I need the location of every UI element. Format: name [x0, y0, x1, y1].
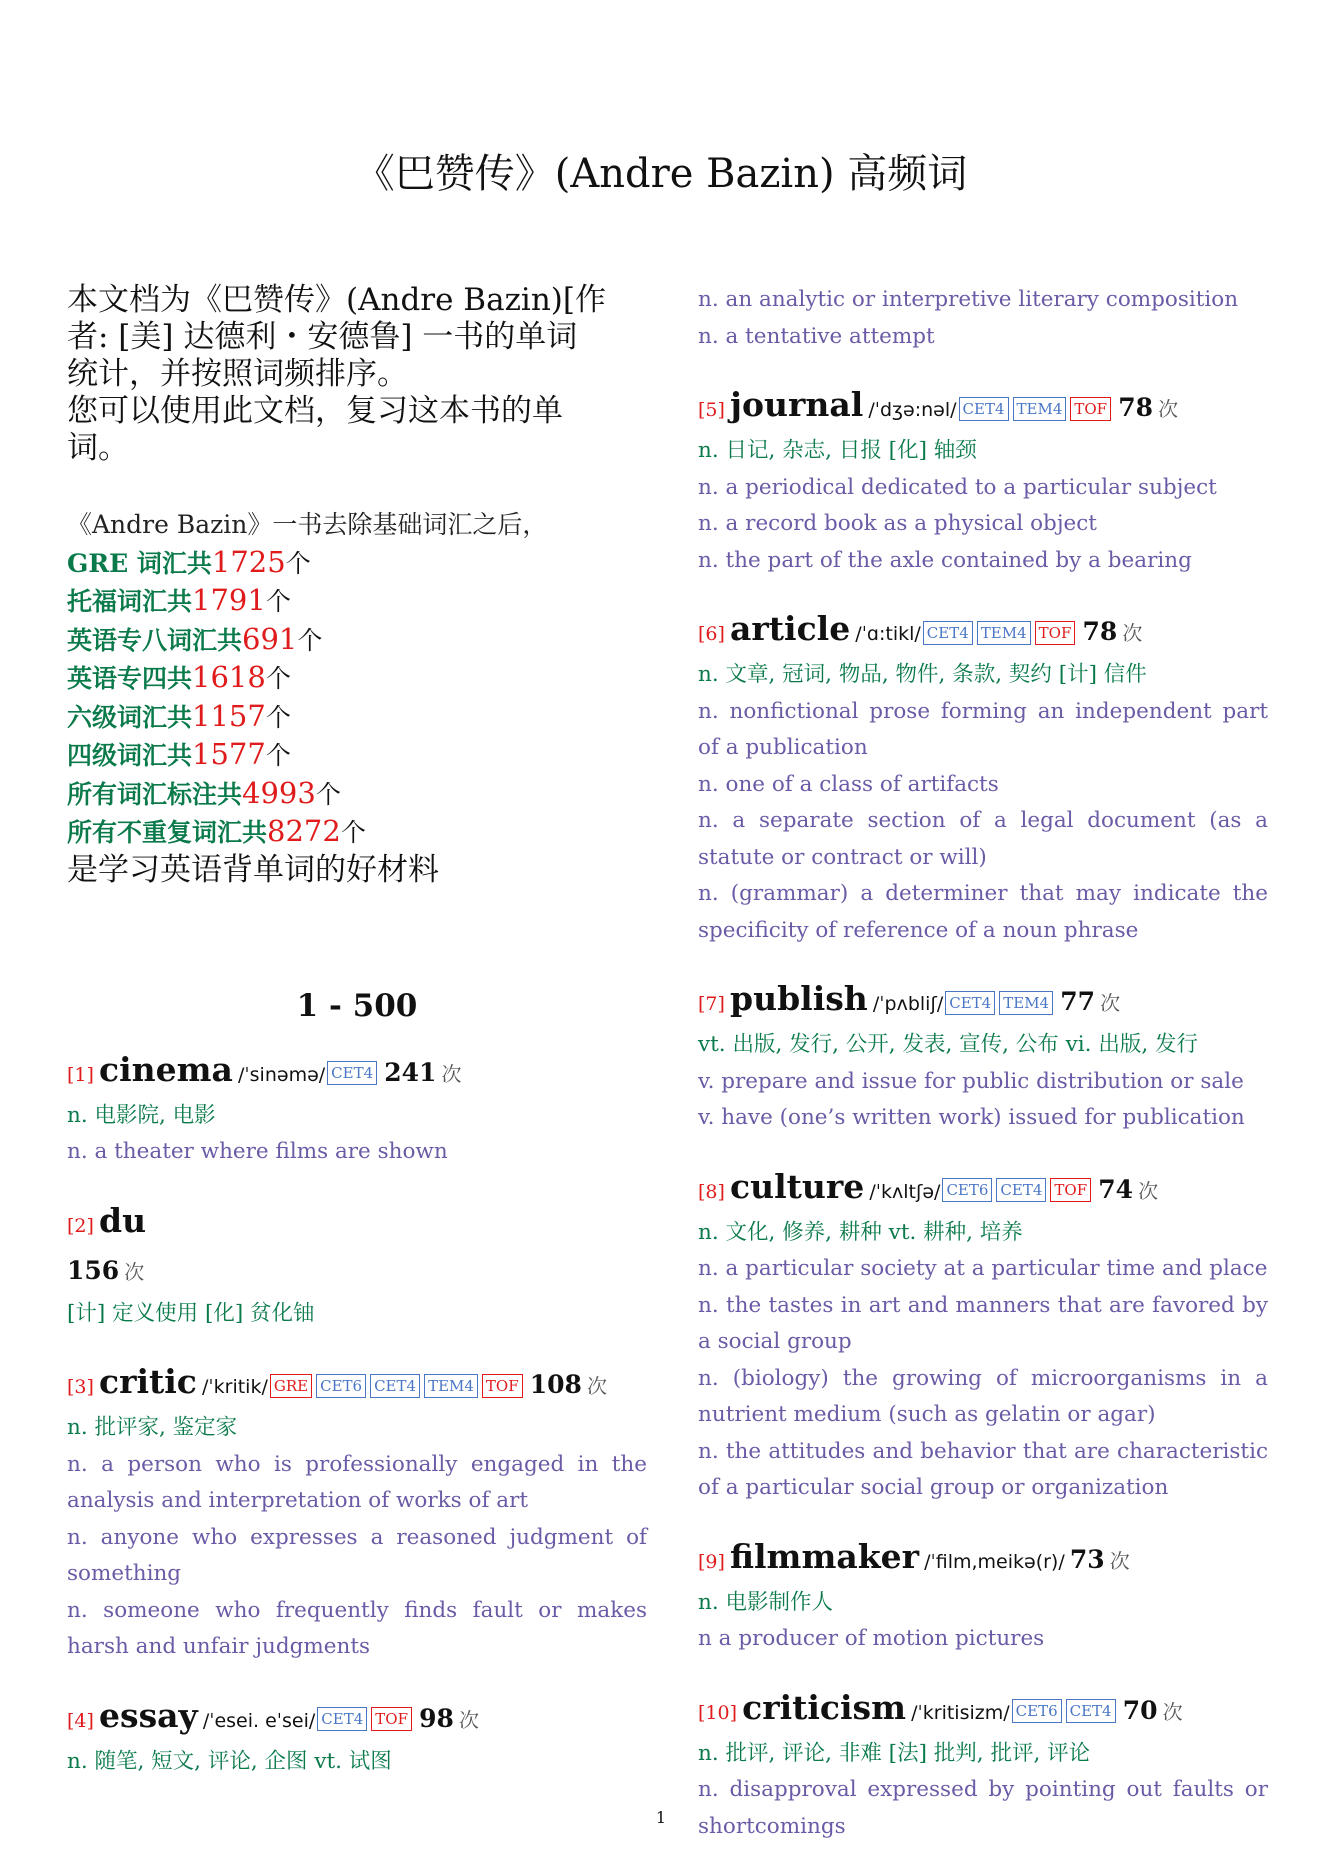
level-tag: CET4 [1066, 1699, 1116, 1723]
left-entries [67, 1048, 647, 1781]
definition-cn: n. 批评, 评论, 非难 [法] 批判, 批评, 评论 [698, 1740, 1091, 1766]
entry-rank: [7] [698, 993, 725, 1015]
entry-head [698, 977, 1268, 1027]
stat-unit: 个 [265, 664, 291, 693]
definition-en: n. a person who is professionally engaged in the analysis and interpretation of works of art [67, 1451, 647, 1513]
entry-freq: 77 [1060, 987, 1095, 1016]
definition-en: n. the attitudes and behavior that are characteristic of a particular social group or organization [698, 1438, 1268, 1500]
stat-label: 六级词汇共 [67, 702, 193, 732]
level-tag: CET4 [945, 991, 995, 1015]
level-tag: TOF [371, 1707, 412, 1731]
stat-line [67, 736, 647, 775]
entry-phonetic: /ˈkritisizm/ [911, 1701, 1010, 1724]
intro-line: 本文档为《巴赞传》(Andre Bazin)[作 [67, 282, 606, 318]
entry-rank: [5] [698, 399, 725, 421]
word-entry [698, 977, 1268, 1137]
entry-phonetic: /ˈesei. eˈsei/ [202, 1709, 316, 1732]
entry-freq-unit: 次 [587, 1374, 608, 1398]
definition-en: n. someone who frequently finds fault or makes harsh and unfair judgments [67, 1597, 647, 1659]
entry-freq-unit: 次 [458, 1707, 479, 1732]
definition-en: n. a record book as a physical object [698, 511, 1097, 536]
level-tag: TEM4 [977, 621, 1031, 645]
level-tag: CET4 [327, 1061, 377, 1085]
entry-head [67, 1694, 647, 1744]
definition-en: n. the part of the axle contained by a bearing [698, 547, 1192, 573]
intro-line: 您可以使用此文档，复习这本书的单 [67, 393, 563, 429]
word-entry [67, 1360, 647, 1666]
word-entry [698, 1535, 1268, 1658]
stat-unit: 个 [265, 741, 291, 770]
intro-text [67, 282, 647, 467]
definition-en: v. have (one’s written work) issued for publication [698, 1105, 1245, 1130]
stats-closing: 是学习英语背单词的好材料 [67, 851, 439, 888]
stats-block [67, 507, 647, 888]
level-tag: CET6 [942, 1178, 992, 1202]
entry-head [698, 1165, 1268, 1215]
entry-freq-unit: 次 [441, 1061, 462, 1086]
definition-cn: vt. 出版, 发行, 公开, 发表, 宣传, 公布 vi. 出版, 发行 [698, 1032, 1198, 1057]
entry-freq: 156 [67, 1255, 120, 1285]
word-entry [67, 1199, 647, 1333]
definition-en: n. (grammar) a determiner that may indicate the specificity of reference of a noun phrase [698, 881, 1268, 943]
stat-count: 1577 [192, 737, 266, 771]
page-title: 《巴赞传》(Andre Bazin) 高频词 [354, 151, 968, 197]
level-tag: TOF [482, 1374, 523, 1398]
entry-freq: 241 [384, 1057, 437, 1087]
entry-rank: [3] [67, 1376, 94, 1398]
definition-en: n a producer of motion pictures [698, 1626, 1045, 1651]
entry-freq: 70 [1122, 1695, 1158, 1725]
entry-word: critic [99, 1362, 197, 1401]
level-tag: GRE [270, 1374, 312, 1398]
entry-freq-line [67, 1249, 647, 1296]
word-entry [698, 282, 1268, 355]
entry-phonetic: /ˈsinəmə/ [238, 1063, 326, 1086]
stat-label: 英语专八词汇共 [67, 625, 243, 655]
definition-cn: n. 随笔, 短文, 评论, 企图 vt. 试图 [67, 1748, 392, 1774]
entry-freq-unit: 次 [1122, 621, 1143, 645]
definition-en: n. nonfictional prose forming an independent part of a publication [698, 698, 1268, 760]
definition-cn: n. 文章, 冠词, 物品, 物件, 条款, 契约 [计] 信件 [698, 662, 1147, 687]
definition-cn: n. 电影院, 电影 [67, 1102, 216, 1128]
stat-count: 1618 [192, 660, 266, 694]
level-tag: TOF [1035, 621, 1076, 645]
entry-head [698, 1535, 1268, 1585]
stat-label: 托福词汇共 [67, 587, 193, 616]
definition-cn: n. 电影制作人 [698, 1589, 834, 1615]
entry-rank: [9] [698, 1550, 725, 1573]
stat-label: 英语专四共 [67, 664, 193, 693]
definition-cn: n. 批评家, 鉴定家 [67, 1415, 238, 1440]
stat-line [67, 775, 647, 814]
stat-count: 1725 [211, 544, 286, 579]
stat-line [67, 698, 647, 737]
entry-word: article [730, 609, 851, 648]
page-number: 1 [655, 1808, 667, 1827]
stat-label: 所有不重复词汇共 [67, 818, 268, 847]
stat-line [67, 582, 647, 621]
entry-freq-unit: 次 [1162, 1699, 1183, 1724]
stat-line [67, 621, 647, 660]
level-tag: CET4 [370, 1374, 420, 1398]
entry-phonetic: /ˈpʌbliʃ/ [872, 993, 944, 1015]
entry-freq: 73 [1069, 1544, 1105, 1574]
stat-count: 1157 [192, 698, 266, 733]
stat-unit: 个 [297, 625, 323, 655]
word-entry [67, 1048, 647, 1171]
entry-freq: 74 [1098, 1174, 1134, 1204]
definition-cn: [计] 定义使用 [化] 贫化铀 [67, 1300, 315, 1326]
word-entry [698, 383, 1268, 579]
intro-line: 统计，并按照词频排序。 [67, 356, 408, 392]
definition-en: n. a periodical dedicated to a particular subject [698, 474, 1217, 500]
entry-rank: [1] [67, 1063, 94, 1086]
stat-unit: 个 [265, 587, 291, 616]
entry-head [698, 607, 1268, 657]
entry-head [67, 1360, 647, 1410]
definition-en: n. anyone who expresses a reasoned judgment of something [67, 1524, 647, 1586]
definition-en: n. a tentative attempt [698, 323, 935, 349]
stat-count: 1791 [192, 583, 266, 617]
entry-rank: [8] [698, 1180, 725, 1203]
range-heading: 1 - 500 [296, 987, 418, 1024]
stat-count: 8272 [267, 814, 341, 848]
definition-cn: n. 日记, 杂志, 日报 [化] 轴颈 [698, 438, 977, 463]
entry-freq-unit: 次 [1138, 1178, 1159, 1203]
definition-en: n. an analytic or interpretive literary composition [698, 287, 1239, 312]
entry-word: publish [730, 979, 868, 1018]
word-entry [698, 1165, 1268, 1507]
stats-list [67, 544, 647, 852]
right-entries [698, 282, 1268, 1845]
level-tag: CET4 [996, 1178, 1046, 1202]
entry-freq: 78 [1118, 393, 1153, 422]
entry-freq-unit: 次 [1109, 1548, 1130, 1573]
level-tag: CET4 [317, 1707, 367, 1731]
definition-en: n. a separate section of a legal document (as a statute or contract or will) [698, 808, 1268, 870]
stat-line [67, 544, 647, 583]
entry-phonetic: /ˈkritik/ [202, 1376, 268, 1398]
stat-label: 四级词汇共 [67, 741, 193, 770]
level-tag: TOF [1050, 1178, 1091, 1202]
definition-en: v. prepare and issue for public distribution or sale [698, 1068, 1244, 1094]
entry-phonetic: /ˈɑ:tikl/ [855, 623, 921, 645]
word-entry [67, 1694, 647, 1781]
entry-word: du [99, 1200, 147, 1240]
left-column [67, 282, 647, 1808]
stat-label: 所有词汇标注共 [67, 779, 243, 809]
intro-line: 词。 [67, 430, 129, 466]
entry-freq: 108 [529, 1370, 582, 1399]
entry-word: journal [730, 385, 864, 424]
stat-unit: 个 [265, 702, 291, 732]
stats-heading: 《Andre Bazin》一书去除基础词汇之后， [67, 510, 548, 539]
definition-en: n. the tastes in art and manners that are favored by a social group [698, 1292, 1268, 1354]
intro-line: 者: [美] 达德利・安德鲁] 一书的单词 [67, 319, 578, 355]
level-tag: TEM4 [424, 1374, 478, 1398]
level-tag: TEM4 [999, 991, 1053, 1015]
entry-rank: [6] [698, 623, 725, 645]
level-tag: CET4 [923, 621, 973, 645]
entry-word: cinema [99, 1049, 233, 1089]
definition-en: n. (biology) the growing of microorganisms in a nutrient medium (such as gelatin or agar) [698, 1365, 1268, 1427]
entry-phonetic: /ˈfilm,meikə(r)/ [924, 1550, 1065, 1573]
entry-rank: [4] [67, 1709, 94, 1732]
stat-line [67, 813, 647, 852]
stat-label: GRE 词汇共 [67, 548, 212, 578]
entry-rank: [10] [698, 1701, 738, 1724]
definition-en: n. a theater where films are shown [67, 1139, 448, 1164]
stat-count: 691 [242, 621, 298, 656]
entry-freq-unit: 次 [1100, 991, 1121, 1015]
definition-en: n. one of a class of artifacts [698, 771, 999, 797]
entry-freq-unit: 次 [1158, 397, 1179, 421]
entry-freq: 78 [1082, 617, 1118, 646]
entry-word: essay [99, 1695, 198, 1735]
level-tag: TEM4 [1013, 397, 1067, 421]
entry-head [67, 1048, 647, 1098]
definition-cn: n. 文化, 修养, 耕种 vt. 耕种, 培养 [698, 1219, 1023, 1245]
word-entry [698, 607, 1268, 949]
entry-word: culture [730, 1166, 865, 1206]
level-tag: CET6 [316, 1374, 366, 1398]
level-tag: TOF [1070, 397, 1111, 421]
stat-line [67, 659, 647, 698]
level-tag: CET4 [959, 397, 1009, 421]
entry-freq-unit: 次 [124, 1259, 145, 1284]
entry-word: criticism [742, 1687, 907, 1727]
entry-rank: [2] [67, 1214, 94, 1237]
stat-unit: 个 [315, 779, 341, 809]
stat-unit: 个 [285, 548, 311, 578]
entry-phonetic: /ˈkʌltʃə/ [869, 1180, 941, 1203]
level-tag: CET6 [1012, 1699, 1062, 1723]
right-column [698, 282, 1268, 1873]
entry-word: filmmaker [730, 1536, 920, 1576]
definition-en: n. disapproval expressed by pointing out faults or shortcomings [698, 1777, 1268, 1839]
entry-head [698, 383, 1268, 433]
entry-phonetic: /ˈdʒə:nəl/ [868, 399, 957, 421]
entry-head [698, 1686, 1268, 1736]
entry-head [67, 1199, 647, 1249]
definition-en: n. a particular society at a particular time and place [698, 1256, 1268, 1281]
stat-count: 4993 [242, 775, 316, 810]
entry-freq: 98 [419, 1703, 454, 1733]
stat-unit: 个 [340, 818, 366, 847]
